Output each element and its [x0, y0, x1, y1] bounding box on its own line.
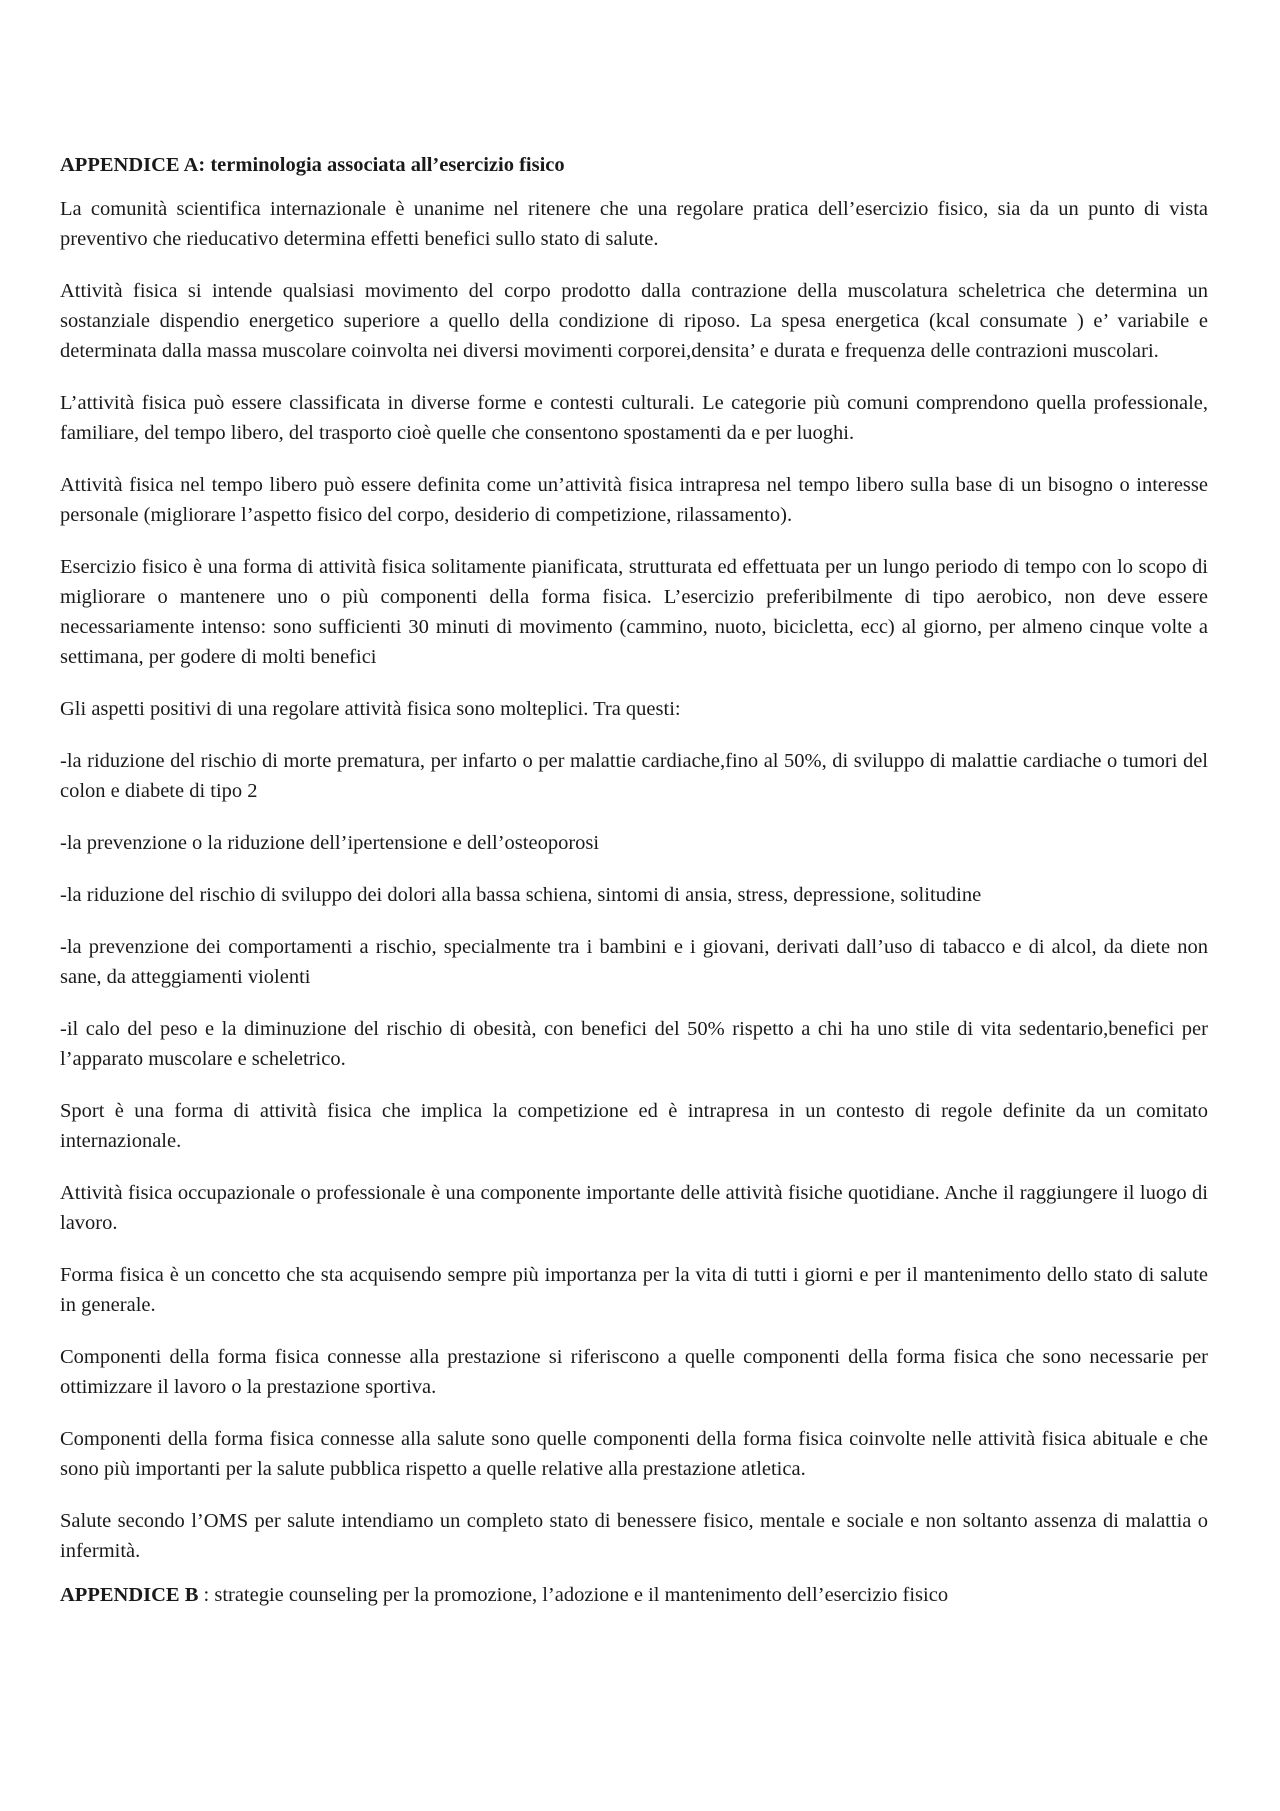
paragraph-intro: La comunità scientifica internazionale è unanime nel ritenere che una regolare pratica dell’esercizio fisico, sia da un punto di vista preventivo che rieducativo determina effetti benefici sullo stato di salute.: [60, 198, 1208, 250]
paragraph-componenti-salute: Componenti della forma fisica connesse alla salute sono quelle componenti della forma fisica coinvolte nelle attività fisica abituale e che sono più importanti per la salute pubblica rispetto a quelle relative alla prestazione atletica.: [60, 1428, 1208, 1480]
appendix-a-heading: APPENDICE A: terminologia associata all’esercizio fisico: [60, 154, 565, 176]
paragraph-componenti-prestazione: Componenti della forma fisica connesse alla prestazione si riferiscono a quelle componenti della forma fisica che sono necessarie per ottimizzare il lavoro o la prestazione sportiva.: [60, 1346, 1208, 1398]
paragraph-occupazionale: Attività fisica occupazionale o professionale è una componente importante delle attività fisiche quotidiane. Anche il raggiungere il luogo di lavoro.: [60, 1182, 1208, 1234]
list-item: -il calo del peso e la diminuzione del rischio di obesità, con benefici del 50% rispetto a chi ha uno stile di vita sedentario,benefici per l’apparato muscolare e scheletrico.: [60, 1018, 1208, 1070]
appendix-b-heading: APPENDICE B : strategie counseling per la promozione, l’adozione e il mantenimento dell’esercizio fisico: [60, 1584, 949, 1606]
list-item: -la prevenzione o la riduzione dell’ipertensione e dell’osteoporosi: [60, 832, 600, 854]
paragraph-attivita-fisica: Attività fisica si intende qualsiasi movimento del corpo prodotto dalla contrazione della muscolatura scheletrica che determina un sostanziale dispendio energetico superiore a quello della condizione di riposo. La spesa energetica (kcal consumate ) e’ variabile e determinata dalla massa muscolare coinvolta nei diversi movimenti corporei,densita’ e durata e frequenza delle contrazioni muscolari.: [60, 280, 1208, 362]
list-item: -la prevenzione dei comportamenti a rischio, specialmente tra i bambini e i giovani, derivati dall’uso di tabacco e di alcol, da diete non sane, da atteggiamenti violenti: [60, 936, 1208, 988]
paragraph-tempo-libero: Attività fisica nel tempo libero può essere definita come un’attività fisica intrapresa nel tempo libero sulla base di un bisogno o interesse personale (migliorare l’aspetto fisico del corpo, desiderio di competizione, rilassamento).: [60, 474, 1208, 526]
paragraph-forma-fisica: Forma fisica è un concetto che sta acquisendo sempre più importanza per la vita di tutti i giorni e per il mantenimento dello stato di salute in generale.: [60, 1264, 1208, 1316]
list-item: -la riduzione del rischio di morte prematura, per infarto o per malattie cardiache,fino al 50%, di sviluppo di malattie cardiache o tumori del colon e diabete di tipo 2: [60, 750, 1208, 802]
paragraph-classificazione: L’attività fisica può essere classificata in diverse forme e contesti culturali. Le categorie più comuni comprendono quella professionale, familiare, del tempo libero, del trasporto cioè quelle che consentono spostamenti da e per luoghi.: [60, 392, 1208, 444]
paragraph-sport: Sport è una forma di attività fisica che implica la competizione ed è intrapresa in un contesto di regole definite da un comitato internazionale.: [60, 1100, 1208, 1152]
list-item: -la riduzione del rischio di sviluppo dei dolori alla bassa schiena, sintomi di ansia, stress, depressione, solitudine: [60, 884, 982, 906]
document-page: [60, 150, 1208, 1632]
paragraph-esercizio-fisico: Esercizio fisico è una forma di attività fisica solitamente pianificata, strutturata ed effettuata per un lungo periodo di tempo con lo scopo di migliorare o mantenere uno o più componenti della forma fisica. L’esercizio preferibilmente di tipo aerobico, non deve essere necessariamente intenso: sono sufficienti 30 minuti di movimento (cammino, nuoto, bicicletta, ecc) al giorno, per almeno cinque volte a settimana, per godere di molti benefici: [60, 556, 1208, 668]
paragraph-aspetti-positivi: Gli aspetti positivi di una regolare attività fisica sono molteplici. Tra questi:: [60, 698, 681, 720]
paragraph-salute-oms: Salute secondo l’OMS per salute intendiamo un completo stato di benessere fisico, mentale e sociale e non soltanto assenza di malattia o infermità.: [60, 1510, 1208, 1562]
